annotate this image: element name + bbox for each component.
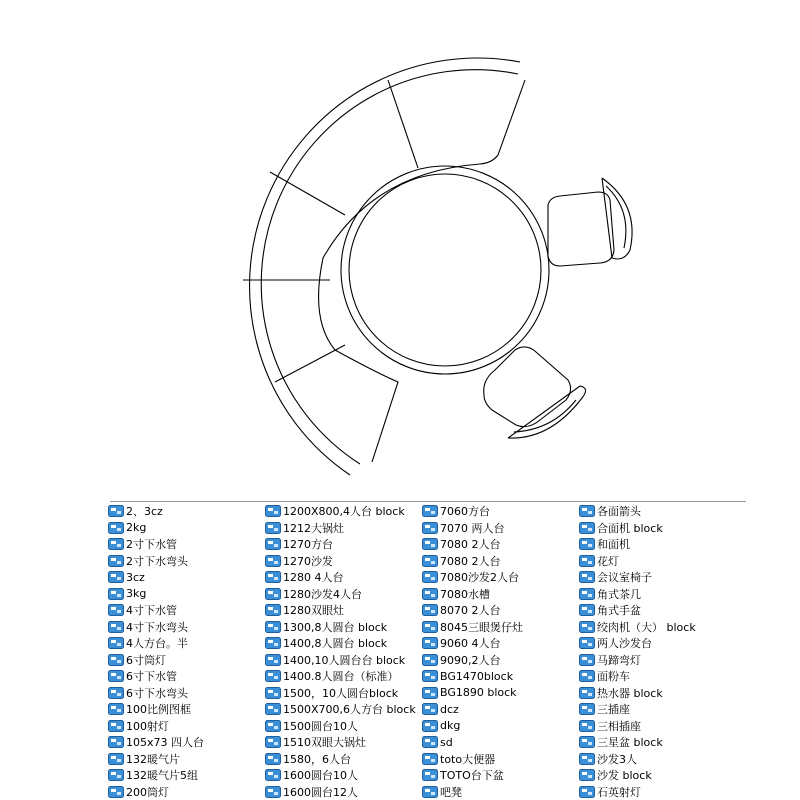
file-list-item[interactable] bbox=[422, 586, 579, 603]
file-name-label: 1500X700,6人方台 block bbox=[283, 703, 416, 717]
file-list-item[interactable] bbox=[108, 619, 265, 636]
file-list-item[interactable] bbox=[579, 520, 736, 537]
dwg-block-file-icon bbox=[108, 570, 124, 584]
dwg-block-file-icon bbox=[108, 504, 124, 518]
file-list-item[interactable] bbox=[579, 734, 736, 751]
dwg-block-file-icon bbox=[422, 537, 438, 551]
list-divider bbox=[110, 501, 746, 502]
file-list-item[interactable] bbox=[108, 536, 265, 553]
dwg-block-file-icon bbox=[265, 785, 281, 799]
file-name-label: 1600圆台10人 bbox=[283, 769, 358, 783]
dwg-block-file-icon bbox=[265, 636, 281, 650]
file-list-item[interactable] bbox=[579, 701, 736, 718]
dwg-block-file-icon bbox=[579, 620, 595, 634]
file-name-label: 沙发3人 bbox=[597, 752, 637, 766]
dwg-block-file-icon bbox=[579, 521, 595, 535]
file-name-label: 3kg bbox=[126, 587, 147, 601]
file-list-item[interactable] bbox=[265, 553, 422, 570]
file-name-label: 1400,10人圆台台 block bbox=[283, 653, 406, 667]
file-name-label: 4寸下水管 bbox=[126, 604, 177, 618]
dwg-block-file-icon bbox=[579, 570, 595, 584]
dwg-block-file-icon bbox=[108, 537, 124, 551]
file-list-item[interactable] bbox=[108, 520, 265, 537]
dwg-block-file-icon bbox=[265, 719, 281, 733]
dwg-block-file-icon bbox=[108, 768, 124, 782]
file-name-label: 4寸下水弯头 bbox=[126, 620, 188, 634]
file-name-label: 沙发 block bbox=[597, 769, 652, 783]
dwg-block-file-icon bbox=[108, 587, 124, 601]
dwg-block-file-icon bbox=[579, 554, 595, 568]
file-name-label: 会议室椅子 bbox=[597, 571, 652, 585]
file-name-label: toto大便器 bbox=[440, 752, 496, 766]
file-name-label: 1280沙发4人台 bbox=[283, 587, 362, 601]
round-table-inner-edge bbox=[349, 174, 541, 366]
file-name-label: 8070 2人台 bbox=[440, 604, 501, 618]
dwg-block-file-icon bbox=[265, 669, 281, 683]
file-name-label: 7080沙发2人台 bbox=[440, 571, 519, 585]
file-list-item[interactable] bbox=[422, 602, 579, 619]
dwg-block-file-icon bbox=[265, 570, 281, 584]
file-list-item[interactable] bbox=[422, 553, 579, 570]
file-list-item[interactable] bbox=[422, 652, 579, 669]
dwg-block-file-icon bbox=[265, 537, 281, 551]
file-list-item[interactable] bbox=[265, 734, 422, 751]
dwg-block-file-icon bbox=[108, 719, 124, 733]
file-list-item[interactable] bbox=[579, 652, 736, 669]
file-list-item[interactable] bbox=[108, 668, 265, 685]
dwg-block-file-icon bbox=[108, 752, 124, 766]
file-name-label: 合面机 block bbox=[597, 521, 663, 535]
dwg-block-file-icon bbox=[422, 636, 438, 650]
file-list-item[interactable] bbox=[422, 536, 579, 553]
file-name-label: 角式手盆 bbox=[597, 604, 641, 618]
file-name-label: 马蹄弯灯 bbox=[597, 653, 641, 667]
dwg-block-file-icon bbox=[422, 735, 438, 749]
file-list-item[interactable] bbox=[422, 784, 579, 800]
file-name-label: 9090,2人台 bbox=[440, 653, 501, 667]
dwg-block-file-icon bbox=[108, 521, 124, 535]
file-list-item[interactable] bbox=[422, 520, 579, 537]
file-list-item[interactable] bbox=[108, 652, 265, 669]
file-name-label: 7060方台 bbox=[440, 505, 490, 519]
file-name-label: 200筒灯 bbox=[126, 785, 169, 799]
dwg-block-file-icon bbox=[579, 752, 595, 766]
file-list-item[interactable] bbox=[422, 767, 579, 784]
dwg-block-file-icon bbox=[108, 702, 124, 716]
file-name-label: 2寸下水管 bbox=[126, 538, 177, 552]
file-name-label: 2寸下水弯头 bbox=[126, 554, 188, 568]
file-name-label: 1270方台 bbox=[283, 538, 333, 552]
file-name-label: BG1890 block bbox=[440, 686, 517, 700]
dwg-block-file-icon bbox=[579, 686, 595, 700]
dwg-block-file-icon bbox=[422, 752, 438, 766]
file-name-label: 1510双眼大锅灶 bbox=[283, 736, 366, 750]
file-list-item[interactable] bbox=[108, 503, 265, 520]
dwg-block-file-icon bbox=[422, 702, 438, 716]
file-list-item[interactable] bbox=[108, 685, 265, 702]
dwg-block-file-icon bbox=[579, 735, 595, 749]
file-list-column bbox=[265, 503, 422, 800]
file-name-label: 各面箭头 bbox=[597, 505, 641, 519]
file-name-label: 吧凳 bbox=[440, 785, 462, 799]
dwg-block-file-icon bbox=[422, 620, 438, 634]
file-name-label: 100射灯 bbox=[126, 719, 169, 733]
dwg-block-file-icon bbox=[265, 752, 281, 766]
dwg-block-file-icon bbox=[422, 570, 438, 584]
file-name-label: 6寸下水弯头 bbox=[126, 686, 188, 700]
dwg-block-file-icon bbox=[108, 735, 124, 749]
file-list-item[interactable] bbox=[108, 635, 265, 652]
file-list-item[interactable] bbox=[265, 701, 422, 718]
file-name-label: 7080水槽 bbox=[440, 587, 490, 601]
file-name-label: 1280 4人台 bbox=[283, 571, 344, 585]
dwg-block-file-icon bbox=[422, 785, 438, 799]
file-list-item[interactable] bbox=[108, 553, 265, 570]
file-name-label: 1600圆台12人 bbox=[283, 785, 358, 799]
dwg-block-file-icon bbox=[579, 504, 595, 518]
dwg-block-file-icon bbox=[579, 636, 595, 650]
file-list-item[interactable] bbox=[265, 685, 422, 702]
file-name-label: 1300,8人圆台 block bbox=[283, 620, 388, 634]
file-list-item[interactable] bbox=[579, 536, 736, 553]
dwg-block-file-icon bbox=[579, 768, 595, 782]
dwg-block-file-icon bbox=[108, 785, 124, 799]
file-list-item[interactable] bbox=[265, 635, 422, 652]
file-name-label: 1500，10人圆台block bbox=[283, 686, 399, 700]
file-list-item[interactable] bbox=[422, 668, 579, 685]
dwg-block-file-icon bbox=[108, 636, 124, 650]
file-name-label: 9060 4人台 bbox=[440, 637, 501, 651]
file-list-item[interactable] bbox=[265, 668, 422, 685]
file-list-item[interactable] bbox=[422, 734, 579, 751]
block-file-list[interactable] bbox=[108, 503, 768, 800]
file-name-label: 绞肉机（大） block bbox=[597, 620, 696, 634]
file-list-item[interactable] bbox=[265, 751, 422, 768]
file-name-label: 105x73 四人台 bbox=[126, 736, 204, 750]
dwg-block-file-icon bbox=[265, 554, 281, 568]
file-list-item[interactable] bbox=[265, 536, 422, 553]
dwg-block-file-icon bbox=[108, 554, 124, 568]
dwg-block-file-icon bbox=[422, 719, 438, 733]
file-list-item[interactable] bbox=[422, 503, 579, 520]
file-list-item[interactable] bbox=[265, 520, 422, 537]
file-name-label: 132暖气片 bbox=[126, 752, 180, 766]
file-list-item[interactable] bbox=[265, 767, 422, 784]
file-list-column bbox=[579, 503, 736, 800]
file-name-label: 三插座 bbox=[597, 703, 630, 717]
dwg-block-file-icon bbox=[265, 587, 281, 601]
dwg-block-file-icon bbox=[579, 587, 595, 601]
file-list-item[interactable] bbox=[265, 503, 422, 520]
file-name-label: 4人方台。半 bbox=[126, 637, 188, 651]
file-name-label: 角式茶几 bbox=[597, 587, 641, 601]
dwg-block-file-icon bbox=[422, 521, 438, 535]
file-name-label: 1270沙发 bbox=[283, 554, 333, 568]
file-list-item[interactable] bbox=[579, 553, 736, 570]
file-name-label: 1500圆台10人 bbox=[283, 719, 358, 733]
file-name-label: 7070 两人台 bbox=[440, 521, 505, 535]
file-list-item[interactable] bbox=[265, 569, 422, 586]
file-list-item[interactable] bbox=[108, 602, 265, 619]
dwg-block-file-icon bbox=[579, 702, 595, 716]
armchair-lower-right bbox=[484, 347, 586, 438]
dwg-block-file-icon bbox=[108, 603, 124, 617]
dwg-block-file-icon bbox=[265, 686, 281, 700]
file-name-label: 花灯 bbox=[597, 554, 619, 568]
dwg-block-file-icon bbox=[265, 620, 281, 634]
file-list-item[interactable] bbox=[579, 784, 736, 800]
file-list-item[interactable] bbox=[579, 635, 736, 652]
dwg-block-file-icon bbox=[265, 504, 281, 518]
file-name-label: 8045三眼煲仔灶 bbox=[440, 620, 523, 634]
file-name-label: 6寸下水管 bbox=[126, 670, 177, 684]
dwg-block-file-icon bbox=[579, 719, 595, 733]
dwg-block-file-icon bbox=[422, 504, 438, 518]
dwg-block-file-icon bbox=[108, 686, 124, 700]
file-name-label: 三星盆 block bbox=[597, 736, 663, 750]
file-name-label: 面粉车 bbox=[597, 670, 630, 684]
file-list-item[interactable] bbox=[579, 569, 736, 586]
file-list-column bbox=[108, 503, 265, 800]
file-list-item[interactable] bbox=[422, 635, 579, 652]
dwg-block-file-icon bbox=[265, 735, 281, 749]
file-name-label: 1580，6人台 bbox=[283, 752, 351, 766]
sofa-seat-divider bbox=[275, 345, 345, 382]
file-list-item[interactable] bbox=[422, 751, 579, 768]
file-list-item[interactable] bbox=[265, 652, 422, 669]
file-list-item[interactable] bbox=[108, 701, 265, 718]
dwg-block-file-icon bbox=[422, 768, 438, 782]
file-list-item[interactable] bbox=[579, 767, 736, 784]
file-list-item[interactable] bbox=[422, 569, 579, 586]
file-list-item[interactable] bbox=[265, 784, 422, 800]
file-name-label: dkg bbox=[440, 719, 461, 733]
file-name-label: 热水器 block bbox=[597, 686, 663, 700]
dwg-block-file-icon bbox=[422, 554, 438, 568]
file-name-label: 1400.8人圆台（标准） bbox=[283, 670, 399, 684]
file-list-item[interactable] bbox=[265, 718, 422, 735]
dwg-block-file-icon bbox=[579, 603, 595, 617]
file-name-label: 两人沙发台 bbox=[597, 637, 652, 651]
dwg-block-file-icon bbox=[579, 669, 595, 683]
dwg-block-file-icon bbox=[265, 521, 281, 535]
dwg-block-file-icon bbox=[108, 669, 124, 683]
file-name-label: 100比例图框 bbox=[126, 703, 191, 717]
file-list-column bbox=[422, 503, 579, 800]
dwg-block-file-icon bbox=[265, 603, 281, 617]
file-name-label: 三相插座 bbox=[597, 719, 641, 733]
file-list-item[interactable] bbox=[579, 751, 736, 768]
file-list-item[interactable] bbox=[108, 569, 265, 586]
file-name-label: 7080 2人台 bbox=[440, 554, 501, 568]
file-list-item[interactable] bbox=[579, 718, 736, 735]
file-list-item[interactable] bbox=[265, 586, 422, 603]
dwg-block-file-icon bbox=[108, 620, 124, 634]
file-list-item[interactable] bbox=[265, 602, 422, 619]
file-name-label: 2kg bbox=[126, 521, 147, 535]
armchair-right bbox=[548, 178, 632, 266]
file-list-item[interactable] bbox=[108, 767, 265, 784]
dwg-block-file-icon bbox=[422, 686, 438, 700]
file-list-item[interactable] bbox=[579, 668, 736, 685]
dwg-block-file-icon bbox=[422, 669, 438, 683]
dwg-block-file-icon bbox=[108, 653, 124, 667]
file-list-item[interactable] bbox=[108, 734, 265, 751]
file-list-item[interactable] bbox=[108, 718, 265, 735]
file-name-label: 1200X800,4人台 block bbox=[283, 505, 405, 519]
dwg-block-file-icon bbox=[579, 537, 595, 551]
file-name-label: 和面机 bbox=[597, 538, 630, 552]
file-name-label: 132暖气片5组 bbox=[126, 769, 198, 783]
file-list-item[interactable] bbox=[108, 751, 265, 768]
dwg-block-file-icon bbox=[422, 653, 438, 667]
sofa-seat-divider bbox=[388, 80, 418, 168]
file-list-item[interactable] bbox=[579, 503, 736, 520]
file-name-label: sd bbox=[440, 735, 453, 749]
file-list-item[interactable] bbox=[579, 602, 736, 619]
dwg-block-file-icon bbox=[579, 785, 595, 799]
file-name-label: 石英射灯 bbox=[597, 785, 641, 799]
file-name-label: BG1470block bbox=[440, 669, 514, 683]
round-table bbox=[341, 166, 549, 374]
file-list-item[interactable] bbox=[422, 685, 579, 702]
file-list-item[interactable] bbox=[579, 619, 736, 636]
file-name-label: 3cz bbox=[126, 570, 145, 584]
file-list-item[interactable] bbox=[265, 619, 422, 636]
file-list-item[interactable] bbox=[108, 784, 265, 800]
file-list-item[interactable] bbox=[422, 701, 579, 718]
file-list-item[interactable] bbox=[422, 619, 579, 636]
file-name-label: 6寸筒灯 bbox=[126, 653, 166, 667]
dwg-block-file-icon bbox=[579, 653, 595, 667]
file-name-label: 1280双眼灶 bbox=[283, 604, 344, 618]
file-list-item[interactable] bbox=[579, 586, 736, 603]
sofa-inner-back-arc bbox=[261, 70, 518, 464]
sofa-outer-back-arc bbox=[250, 58, 520, 475]
file-name-label: 1212大锅灶 bbox=[283, 521, 344, 535]
file-name-label: TOTO台下盆 bbox=[440, 769, 504, 783]
dwg-block-file-icon bbox=[265, 702, 281, 716]
file-list-item[interactable] bbox=[579, 685, 736, 702]
file-name-label: 1400,8人圆台 block bbox=[283, 637, 388, 651]
dwg-block-file-icon bbox=[422, 587, 438, 601]
file-name-label: dcz bbox=[440, 702, 459, 716]
file-name-label: 7080 2人台 bbox=[440, 538, 501, 552]
file-list-item[interactable] bbox=[108, 586, 265, 603]
dwg-block-file-icon bbox=[265, 768, 281, 782]
file-name-label: 2、3cz bbox=[126, 505, 163, 519]
file-list-item[interactable] bbox=[422, 718, 579, 735]
dwg-block-file-icon bbox=[422, 603, 438, 617]
dwg-block-file-icon bbox=[265, 653, 281, 667]
